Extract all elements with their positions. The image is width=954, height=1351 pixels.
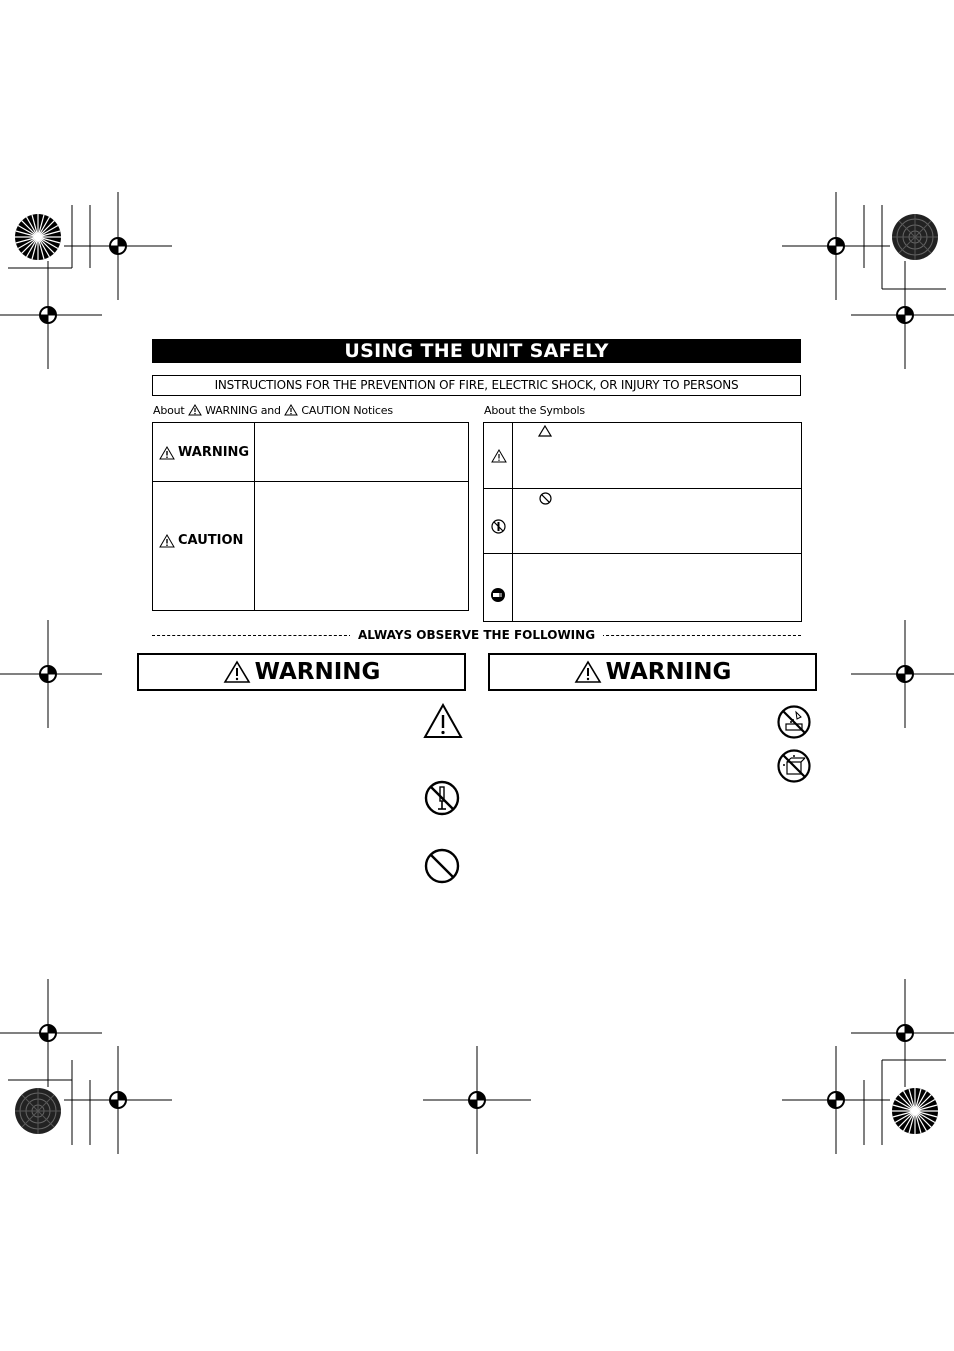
no-disassembly-icon xyxy=(423,779,461,817)
unplug-icon xyxy=(490,587,506,603)
always-observe-text: ALWAYS OBSERVE THE FOLLOWING xyxy=(350,628,603,642)
warning-banner-left: WARNING xyxy=(137,653,466,691)
page-title: USING THE UNIT SAFELY xyxy=(152,339,801,363)
notices-table xyxy=(152,422,469,611)
caution-notice-label: CAUTION xyxy=(159,533,243,549)
instructions-heading: INSTRUCTIONS FOR THE PREVENTION OF FIRE, ELECTRIC SHOCK, OR INJURY TO PERSONS xyxy=(152,375,801,396)
no-disassembly-icon xyxy=(491,519,506,534)
about-symbols-label: About the Symbols xyxy=(484,404,585,417)
warning-triangle-icon xyxy=(538,425,552,437)
warning-triangle-icon xyxy=(284,404,298,416)
warning-notice-label: WARNING xyxy=(159,445,249,461)
prohibited-circle-icon xyxy=(539,492,552,505)
warning-triangle-icon xyxy=(159,446,175,460)
about-prefix: About xyxy=(153,404,185,417)
warning-triangle-icon xyxy=(423,703,463,739)
no-water-icon xyxy=(776,704,812,740)
always-observe-divider xyxy=(152,627,801,643)
warning-triangle-icon xyxy=(159,534,175,548)
warning-triangle-icon xyxy=(223,660,251,684)
no-foreign-objects-icon xyxy=(776,748,812,784)
warning-banner-right: WARNING xyxy=(488,653,817,691)
about-caution-text: CAUTION Notices xyxy=(301,404,393,417)
about-warning-text: WARNING and xyxy=(205,404,281,417)
warning-triangle-icon xyxy=(491,449,507,463)
warning-triangle-icon xyxy=(188,404,202,416)
about-notices-label xyxy=(153,404,393,418)
prohibited-circle-icon xyxy=(423,847,461,885)
symbols-table xyxy=(483,422,802,622)
warning-triangle-icon xyxy=(574,660,602,684)
